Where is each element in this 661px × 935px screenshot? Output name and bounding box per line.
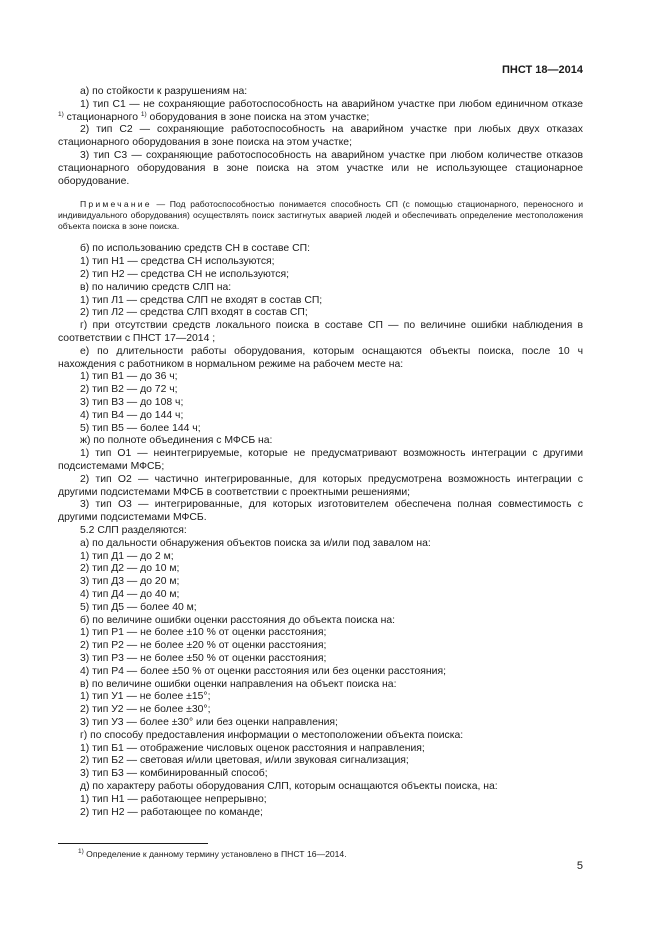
paragraph: д) по характеру работы оборудования СЛП, которым оснащаются объекты поиска, на: — [80, 780, 498, 792]
section-a-item-2: 2) тип С2 — сохраняющие работоспособность на аварийном участке при любых двух отказах стационарного оборудования в зоне поиска на этом участке; — [58, 124, 583, 149]
paragraph: 1) тип Б1 — отображение числовых оценок расстояния и направления; — [80, 742, 425, 754]
paragraph: 1) тип В1 — до 36 ч; — [80, 371, 178, 383]
paragraph: 4) тип Д4 — до 40 м; — [80, 589, 180, 600]
paragraph: 3) тип О3 — интегрированные, для которых изготовителем обеспечена полная совместимость с другими подсистемами МФСБ. — [58, 499, 583, 524]
paragraph: 3) тип Д3 — до 20 м; — [80, 576, 180, 588]
paragraph: 1) тип У1 — не более ±15°; — [80, 691, 211, 703]
item-1-text-a: 1) тип С1 — не сохраняющие работоспособность на аварийном участке при любом единичном отказе — [80, 98, 583, 110]
paragraph: 3) тип Б3 — комбинированный способ; — [80, 768, 268, 780]
paragraph: 1) тип О1 — неинтегрируемые, которые не предусматривают возможность интеграции с другими подсистемами МФСБ; — [58, 448, 583, 473]
paragraph: 4) тип Р4 — более ±50 % от оценки расстояния или без оценки расстояния; — [80, 665, 446, 677]
paragraph: в) по величине ошибки оценки направления на объект поиска на: — [80, 678, 397, 690]
paragraph: 3) тип У3 — более ±30° или без оценки направления; — [80, 716, 338, 728]
note-text: — Под работоспособностью понимается способность СП (с помощью стационарного, переносного и индивидуального оборудования) осуществлять поиск застигнутых аварией людей и обеспечивать определение местоположения объекта поиска в зоне поиска. — [58, 199, 583, 231]
paragraph: 2) тип В2 — до 72 ч; — [80, 384, 178, 396]
paragraph: 2) тип Д2 — до 10 м; — [80, 563, 180, 575]
page-number: 5 — [576, 860, 583, 872]
paragraph: 2) тип Н2 — средства СН не используются; — [80, 269, 289, 281]
note-label: Примечание — [80, 199, 152, 210]
footnote — [78, 849, 347, 859]
paragraph: б) по величине ошибки оценки расстояния до объекта поиска на: — [80, 614, 396, 626]
section-a-item-1 — [58, 99, 583, 125]
paragraph: 1) тип Д1 — до 2 м; — [80, 550, 174, 562]
footnote-divider — [58, 843, 208, 844]
paragraph: 1) тип Н1 — средства СН используются; — [80, 256, 275, 268]
footnote-text: Определение к данному термину установлено в ПНСТ 16—2014. — [83, 849, 347, 859]
paragraph: 2) тип Р2 — не более ±20 % от оценки расстояния; — [80, 640, 327, 652]
paragraph: 1) тип Р1 — не более ±10 % от оценки расстояния; — [80, 627, 327, 639]
item-1-text-b: стационарного — [63, 111, 138, 123]
document-id: ПНСТ 18—2014 — [501, 64, 583, 76]
paragraph: 2) тип Н2 — работающее по команде; — [80, 806, 263, 818]
paragraph: 2) тип Л2 — средства СЛП входят в состав СП; — [80, 307, 308, 319]
item-1-text-c: оборудования в зоне поиска на этом участке; — [146, 111, 370, 123]
paragraph: г) при отсутствии средств локального поиска в составе СП — по величине ошибки наблюдения в соответствии с ПНСТ 17—2014 ; — [58, 320, 583, 345]
paragraph: ж) по полноте объединения с МФСБ на: — [80, 435, 273, 447]
paragraph: а) по дальности обнаружения объектов поиска за и/или под завалом на: — [80, 537, 431, 549]
paragraph: в) по наличию средств СЛП на: — [80, 281, 232, 293]
paragraph: е) по длительности работы оборудования, которым оснащаются объекты поиска, после 10 ч нахождения с работником в нормальном режиме на рабочем месте на: — [58, 345, 583, 370]
paragraph-list — [58, 243, 583, 819]
paragraph: 1) тип Н1 — работающее непрерывно; — [80, 793, 267, 805]
paragraph: 4) тип В4 — до 144 ч; — [80, 409, 184, 421]
footnote-ref: 1) — [58, 110, 64, 118]
footnote-marker: 1) — [78, 848, 84, 855]
paragraph: 5) тип В5 — более 144 ч; — [80, 422, 201, 434]
document-body — [58, 86, 583, 819]
paragraph: 1) тип Л1 — средства СЛП не входят в состав СП; — [80, 294, 323, 306]
paragraph: 2) тип Б2 — световая и/или цветовая, и/или звуковая сигнализация; — [80, 755, 409, 767]
footnote-ref: 1) — [140, 110, 147, 118]
paragraph: г) по способу предоставления информации о местоположении объекта поиска: — [80, 729, 464, 741]
paragraph: 3) тип В3 — до 108 ч; — [80, 397, 184, 409]
note — [58, 199, 583, 231]
section-a-item-3: 3) тип С3 — сохраняющие работоспособность на аварийном участке при любом количестве отказов стационарного оборудования в зоне поиска на этом участке или не использующее стационарное оборудование. — [58, 149, 583, 187]
section-a-title: а) по стойкости к разрушениям на: — [80, 86, 248, 97]
paragraph: 3) тип Р3 — не более ±50 % от оценки расстояния; — [80, 652, 327, 664]
paragraph: 2) тип У2 — не более ±30°; — [80, 704, 211, 716]
paragraph: 5) тип Д5 — более 40 м; — [80, 601, 197, 613]
paragraph: 2) тип О2 — частично интегрированные, для которых предусмотрена возможность интеграции с другими подсистемами МФСБ в соответствии с проектными решениями; — [58, 473, 583, 498]
paragraph: 5.2 СЛП разделяются: — [80, 525, 187, 537]
paragraph: б) по использованию средств СН в составе СП: — [80, 243, 310, 255]
